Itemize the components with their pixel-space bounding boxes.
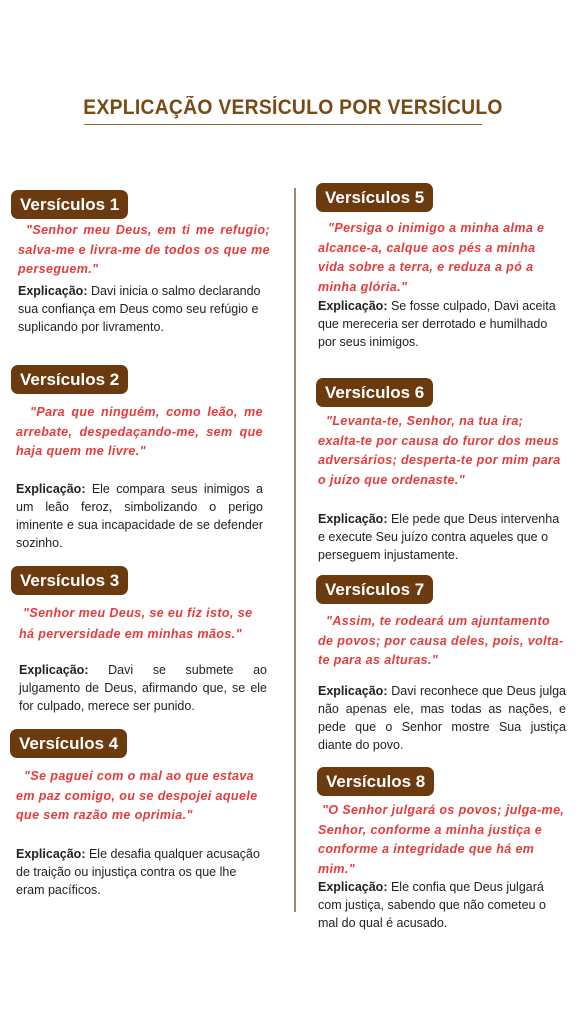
explanation-text-3: Davi se submete ao julgamento de Deus, afirmando que, se ele for culpado, merece ser punido. bbox=[19, 663, 267, 713]
verse-heading-1: Versículos 1 bbox=[11, 190, 128, 219]
verse-heading-8: Versículos 8 bbox=[317, 767, 434, 796]
explanation-text-8: Ele confia que Deus julgará com justiça, sabendo que não cometeu o mal do qual é acusado. bbox=[318, 880, 546, 930]
verse-heading-2: Versículos 2 bbox=[11, 365, 128, 394]
explanation-label: Explicação: bbox=[16, 482, 86, 496]
explanation-1 bbox=[18, 282, 272, 336]
explanation-label: Explicação: bbox=[318, 299, 388, 313]
verse-heading-5: Versículos 5 bbox=[316, 183, 433, 212]
explanation-label: Explicação: bbox=[318, 880, 388, 894]
explanation-text-6: Ele pede que Deus intervenha e execute Seu juízo contra aqueles que o perseguem injustamente. bbox=[318, 512, 560, 562]
explanation-6 bbox=[318, 510, 568, 564]
verse-text-3: "Senhor meu Deus, se eu fiz isto, se há perversidade em minhas mãos." bbox=[19, 606, 253, 641]
verse-heading-3: Versículos 3 bbox=[11, 566, 128, 595]
verse-heading-6: Versículos 6 bbox=[316, 378, 433, 407]
verse-text-2: "Para que ninguém, como leão, me arrebate, despedaçando-me, sem que haja quem me livre." bbox=[16, 405, 263, 458]
verse-text-8: "O Senhor julgará os povos; julga-me, Senhor, conforme a minha justiça e conforme a integridade que há em mim." bbox=[318, 803, 565, 876]
explanation-text-4: Ele desafia qualquer acusação de traição ou injustiça contra os que lhe eram pacíficos. bbox=[16, 847, 260, 897]
verse-text-5: "Persiga o inimigo a minha alma e alcance-a, calque aos pés a minha vida sobre a terra, e reduza a pó a minha glória." bbox=[318, 221, 545, 294]
explanation-label: Explicação: bbox=[16, 847, 86, 861]
explanation-text-2: Ele compara seus inimigos a um leão feroz, simbolizando o perigo iminente e sua incapacidade de se defender sozinho. bbox=[16, 482, 263, 550]
title-underline bbox=[84, 124, 482, 125]
verse-text-7: "Assim, te rodeará um ajuntamento de povos; por causa deles, pois, volta-te para as alturas." bbox=[318, 614, 564, 667]
page-title: EXPLICAÇÃO VERSÍCULO POR VERSÍCULO bbox=[83, 96, 503, 119]
explanation-label: Explicação: bbox=[318, 512, 388, 526]
explanation-5 bbox=[318, 297, 568, 351]
verse-heading-7: Versículos 7 bbox=[316, 575, 433, 604]
verse-heading-4: Versículos 4 bbox=[10, 729, 127, 758]
verse-text-1: "Senhor meu Deus, em ti me refugio; salva-me e livra-me de todos os que me perseguem." bbox=[18, 223, 270, 276]
verse-text-6: "Levanta-te, Senhor, na tua ira; exalta-te por causa do furor dos meus adversários; desperta-te por mim para o juízo que ordenaste." bbox=[318, 414, 561, 487]
explanation-text-5: Se fosse culpado, Davi aceita que mereceria ser derrotado e humilhado por seus inimigos. bbox=[318, 299, 556, 349]
verse-text-4: "Se paguei com o mal ao que estava em paz comigo, ou se despojei aquele que sem razão me oprimia." bbox=[16, 769, 258, 822]
explanation-text-1: Davi inicia o salmo declarando sua confiança em Deus como seu refúgio e suplicando por livramento. bbox=[18, 284, 261, 334]
explanation-label: Explicação: bbox=[19, 663, 89, 677]
explanation-7 bbox=[318, 682, 566, 754]
explanation-label: Explicação: bbox=[18, 284, 88, 298]
explanation-8 bbox=[318, 878, 568, 932]
explanation-3 bbox=[19, 661, 267, 715]
column-divider bbox=[294, 188, 296, 912]
explanation-2 bbox=[16, 480, 263, 552]
explanation-text-7: Davi reconhece que Deus julga não apenas ele, mas todas as nações, e pede que o Senhor mostre Sua justiça diante do povo. bbox=[318, 684, 567, 752]
explanation-4 bbox=[16, 845, 266, 899]
explanation-label: Explicação: bbox=[318, 684, 388, 698]
